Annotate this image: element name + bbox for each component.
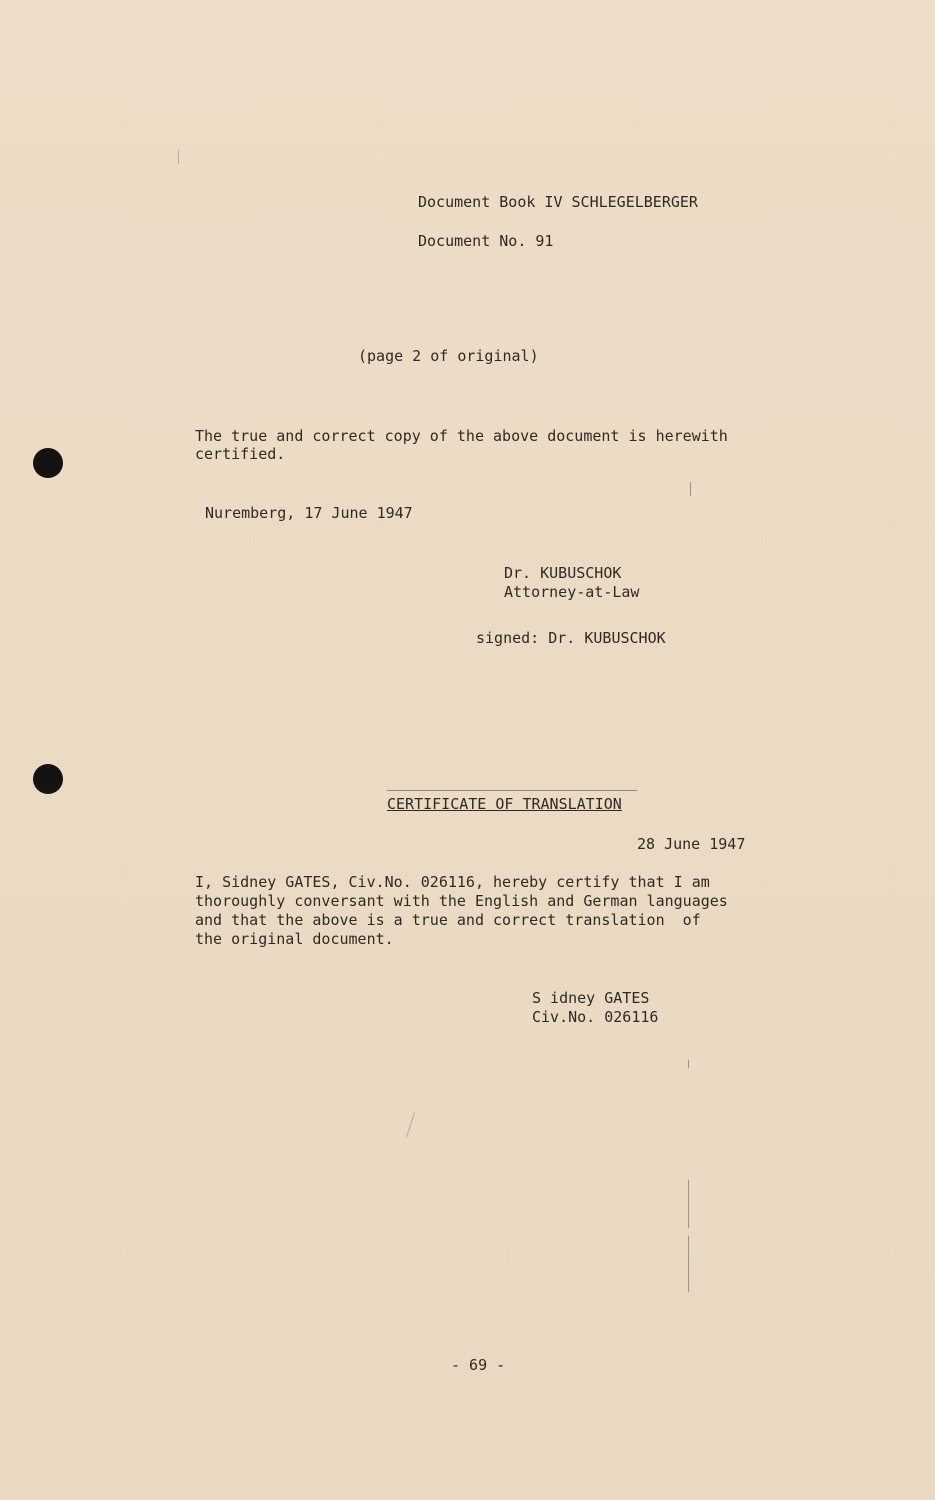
document-number-line: Document No. 91 [418, 232, 554, 250]
certificate-date: 28 June 1947 [637, 835, 746, 853]
stray-mark [690, 482, 691, 496]
certification-line-1: The true and correct copy of the above document is herewith [195, 427, 728, 445]
stray-mark [688, 1180, 689, 1228]
stray-mark [688, 1060, 689, 1068]
certificate-heading: CERTIFICATE OF TRANSLATION [387, 795, 622, 813]
document-book-line: Document Book IV SCHLEGELBERGER [418, 193, 698, 211]
page-note: (page 2 of original) [358, 347, 539, 365]
stray-mark [178, 150, 179, 164]
certificate-line-4: the original document. [195, 930, 394, 948]
stray-mark [688, 1236, 689, 1292]
punch-hole-top [33, 448, 63, 478]
attorney-name: Dr. KUBUSCHOK [504, 564, 622, 582]
certification-line-2: certified. [195, 445, 286, 463]
certificate-line-2: thoroughly conversant with the English and German languages [195, 892, 728, 910]
translator-name: S idney GATES [532, 989, 650, 1007]
heading-overline [387, 790, 637, 791]
attorney-signed: signed: Dr. KUBUSCHOK [476, 629, 666, 647]
page-number: - 69 - [451, 1356, 506, 1374]
punch-hole-bottom [33, 764, 63, 794]
certificate-line-1: I, Sidney GATES, Civ.No. 026116, hereby certify that I am [195, 873, 710, 891]
place-date: Nuremberg, 17 June 1947 [205, 504, 413, 522]
attorney-title: Attorney-at-Law [504, 583, 640, 601]
translator-civ-no: Civ.No. 026116 [532, 1008, 659, 1026]
certificate-line-3: and that the above is a true and correct translation of [195, 911, 701, 929]
stray-mark [406, 1112, 415, 1137]
